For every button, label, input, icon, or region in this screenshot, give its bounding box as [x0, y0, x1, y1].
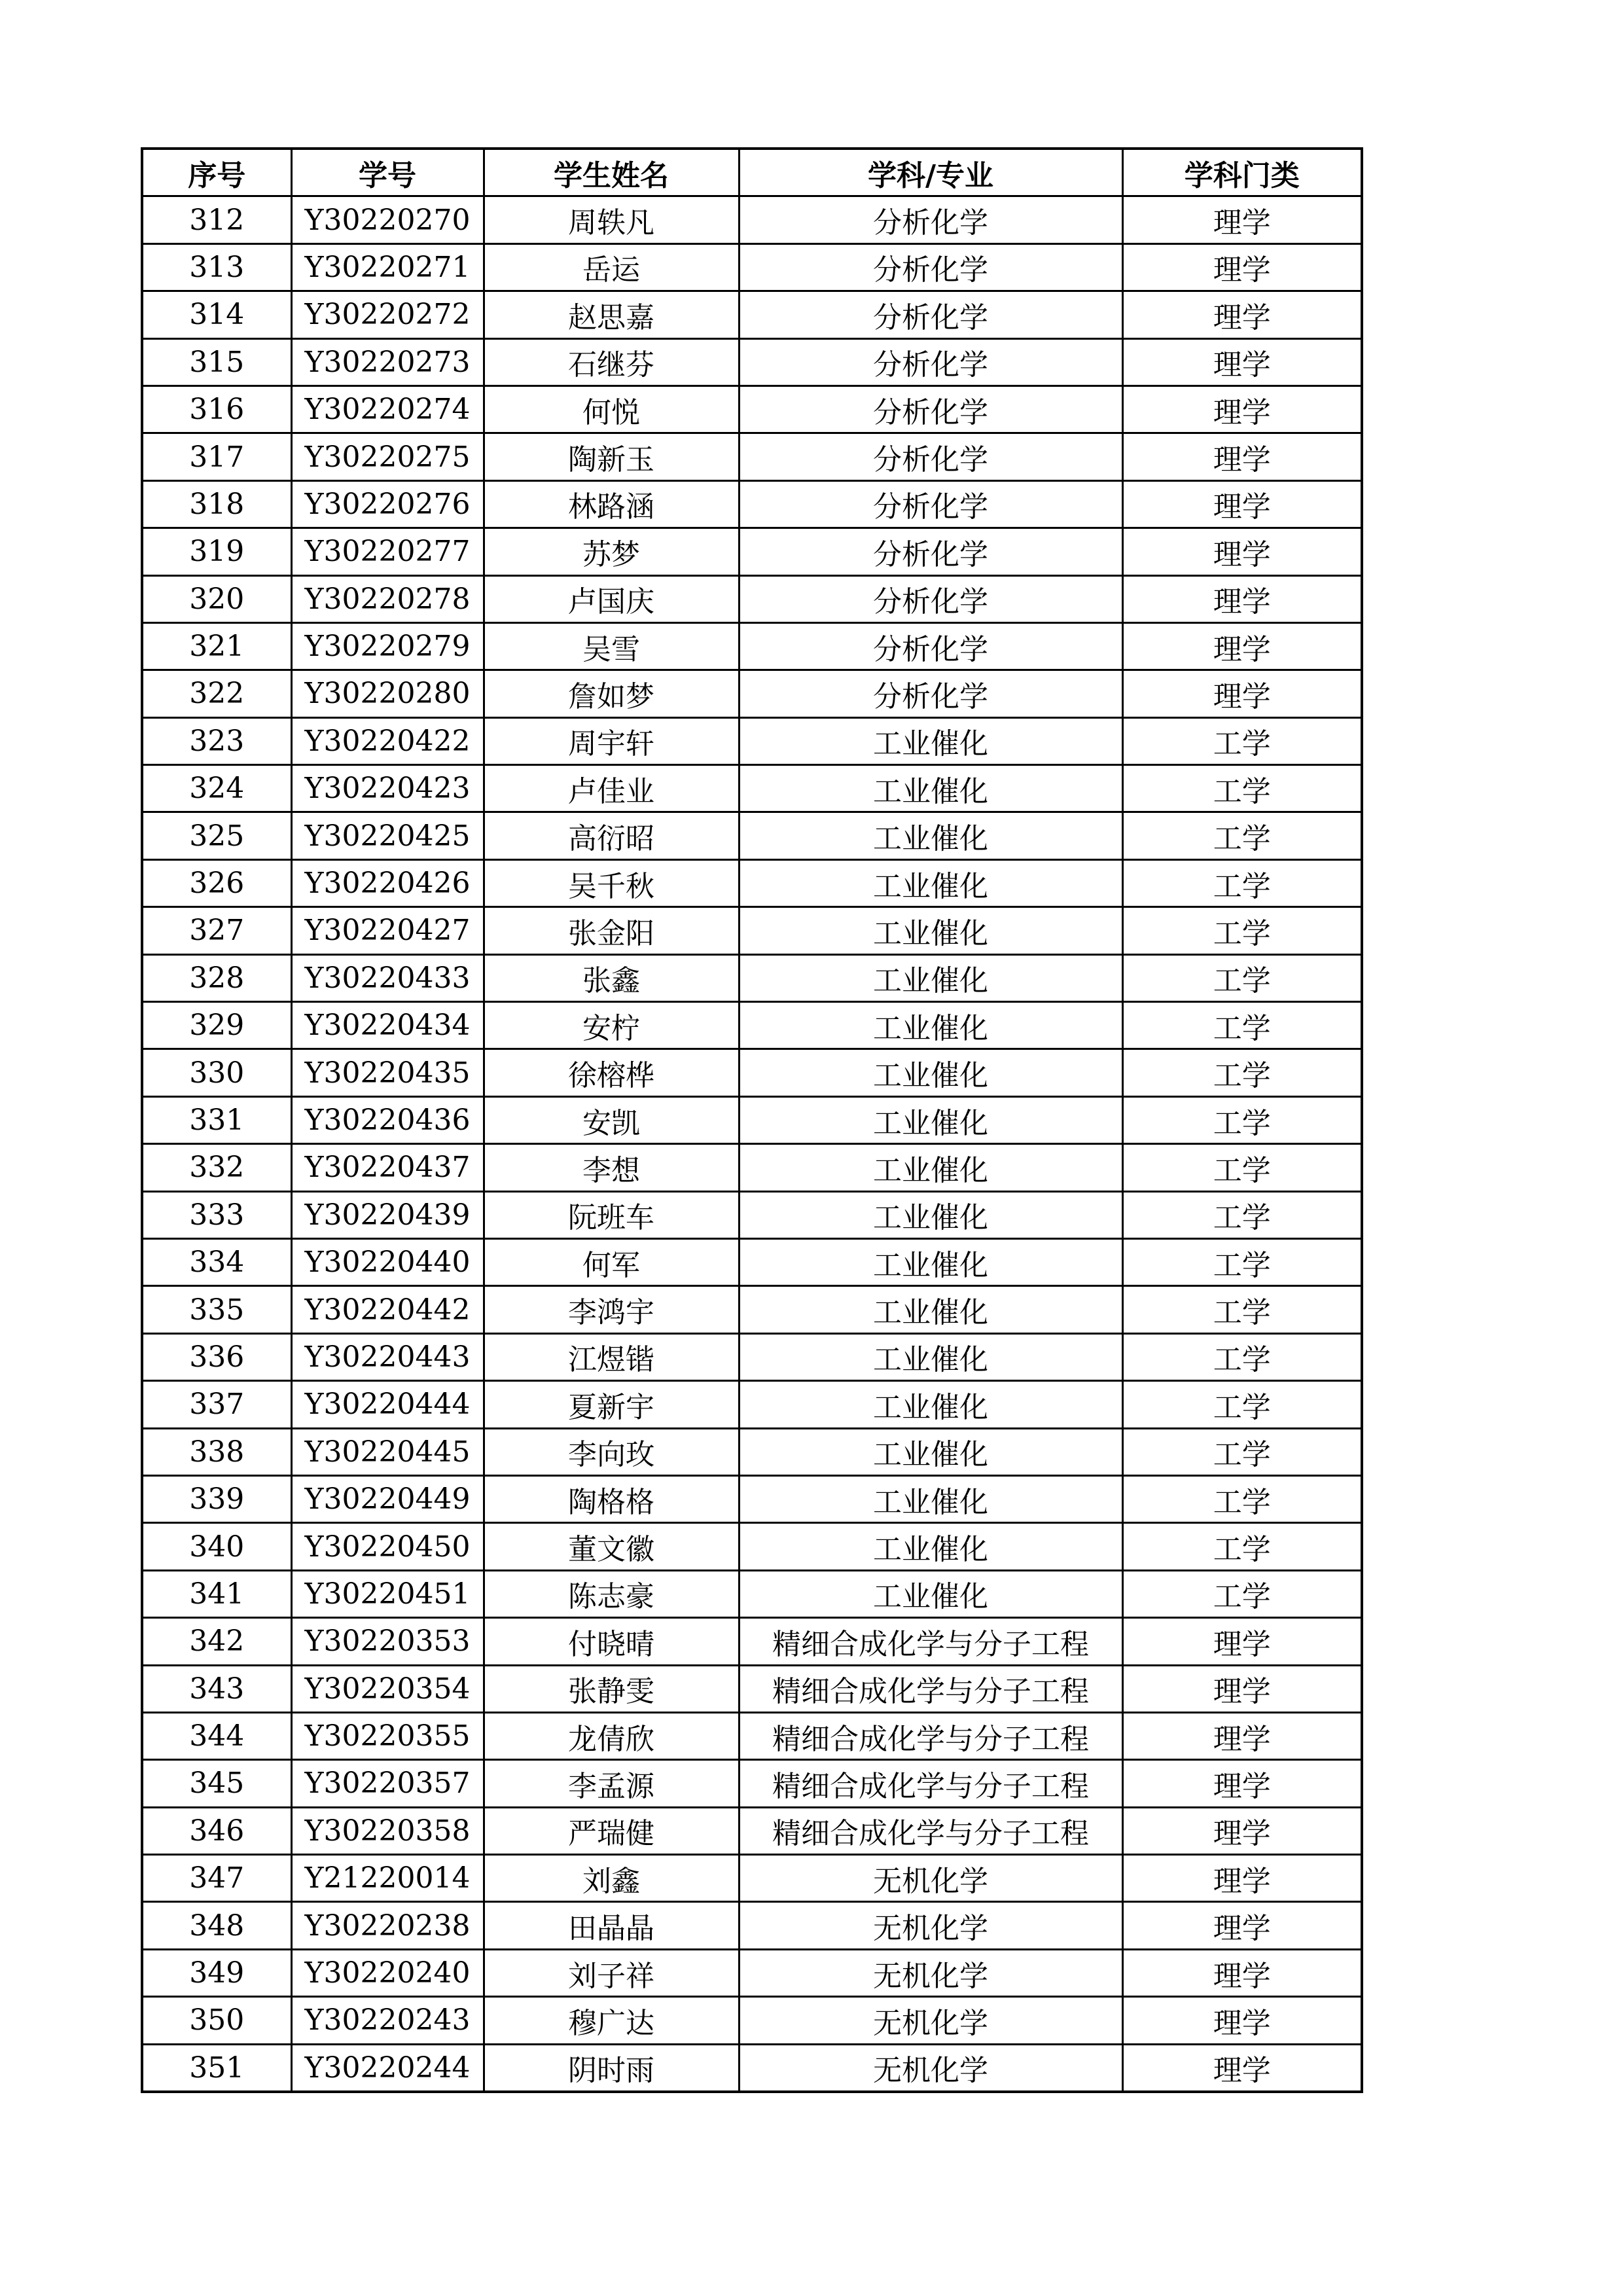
table-row [142, 196, 1362, 243]
cell-student-name: 陈志豪 [484, 1570, 739, 1617]
cell-student-name: 林路涵 [484, 480, 739, 528]
cell-student-id: Y30220358 [291, 1807, 484, 1854]
cell-major: 分析化学 [739, 386, 1122, 433]
cell-major: 工业催化 [739, 1002, 1122, 1049]
cell-student-name: 江煜锴 [484, 1333, 739, 1380]
cell-student-id: Y30220443 [291, 1333, 484, 1380]
cell-index: 341 [142, 1570, 291, 1617]
cell-index: 324 [142, 765, 291, 812]
cell-major: 无机化学 [739, 1997, 1122, 2044]
cell-major: 分析化学 [739, 196, 1122, 243]
cell-student-name: 周轶凡 [484, 196, 739, 243]
table-row [142, 1381, 1362, 1428]
cell-student-id: Y30220355 [291, 1712, 484, 1759]
column-header-discipline-category: 学科门类 [1122, 149, 1362, 196]
cell-student-name: 詹如梦 [484, 670, 739, 717]
cell-student-id: Y30220276 [291, 480, 484, 528]
cell-major: 无机化学 [739, 1855, 1122, 1902]
cell-student-id: Y30220280 [291, 670, 484, 717]
cell-student-id: Y30220274 [291, 386, 484, 433]
cell-discipline-category: 理学 [1122, 1760, 1362, 1807]
cell-student-id: Y30220437 [291, 1144, 484, 1191]
cell-discipline-category: 理学 [1122, 622, 1362, 670]
cell-discipline-category: 工学 [1122, 1523, 1362, 1570]
cell-index: 319 [142, 528, 291, 575]
cell-student-name: 董文徽 [484, 1523, 739, 1570]
cell-student-id: Y30220426 [291, 859, 484, 906]
cell-index: 351 [142, 2044, 291, 2092]
cell-major: 精细合成化学与分子工程 [739, 1712, 1122, 1759]
cell-major: 工业催化 [739, 812, 1122, 859]
cell-discipline-category: 工学 [1122, 717, 1362, 764]
cell-index: 318 [142, 480, 291, 528]
table-row [142, 1712, 1362, 1759]
cell-major: 工业催化 [739, 1475, 1122, 1522]
cell-discipline-category: 理学 [1122, 575, 1362, 622]
cell-student-id: Y30220436 [291, 1096, 484, 1143]
cell-major: 工业催化 [739, 1570, 1122, 1617]
cell-index: 334 [142, 1238, 291, 1285]
cell-student-name: 岳运 [484, 243, 739, 291]
cell-student-id: Y30220277 [291, 528, 484, 575]
table-row [142, 1855, 1362, 1902]
cell-student-name: 赵思嘉 [484, 291, 739, 338]
cell-student-name: 张鑫 [484, 954, 739, 1001]
table-row [142, 622, 1362, 670]
table-row [142, 1570, 1362, 1617]
table-row [142, 386, 1362, 433]
cell-major: 分析化学 [739, 528, 1122, 575]
cell-student-name: 夏新宇 [484, 1381, 739, 1428]
table-row [142, 670, 1362, 717]
cell-major: 工业催化 [739, 1191, 1122, 1238]
cell-index: 328 [142, 954, 291, 1001]
cell-discipline-category: 工学 [1122, 1381, 1362, 1428]
cell-major: 分析化学 [739, 338, 1122, 386]
cell-student-name: 陶格格 [484, 1475, 739, 1522]
cell-student-id: Y30220278 [291, 575, 484, 622]
table-row [142, 907, 1362, 954]
cell-student-name: 李想 [484, 1144, 739, 1191]
cell-discipline-category: 工学 [1122, 1475, 1362, 1522]
cell-discipline-category: 理学 [1122, 1902, 1362, 1949]
cell-student-id: Y30220423 [291, 765, 484, 812]
cell-student-id: Y30220279 [291, 622, 484, 670]
cell-student-id: Y30220272 [291, 291, 484, 338]
cell-discipline-category: 理学 [1122, 386, 1362, 433]
cell-major: 工业催化 [739, 954, 1122, 1001]
table-row [142, 1191, 1362, 1238]
cell-index: 312 [142, 196, 291, 243]
cell-student-name: 苏梦 [484, 528, 739, 575]
cell-student-id: Y30220439 [291, 1191, 484, 1238]
cell-student-name: 李向玫 [484, 1428, 739, 1475]
table-row [142, 1997, 1362, 2044]
cell-index: 333 [142, 1191, 291, 1238]
cell-index: 339 [142, 1475, 291, 1522]
table-row [142, 1049, 1362, 1096]
cell-discipline-category: 工学 [1122, 954, 1362, 1001]
cell-major: 分析化学 [739, 243, 1122, 291]
cell-index: 332 [142, 1144, 291, 1191]
cell-index: 326 [142, 859, 291, 906]
cell-major: 工业催化 [739, 1381, 1122, 1428]
cell-student-name: 高衍昭 [484, 812, 739, 859]
cell-index: 336 [142, 1333, 291, 1380]
cell-student-id: Y30220357 [291, 1760, 484, 1807]
cell-student-name: 何军 [484, 1238, 739, 1285]
table-row [142, 1096, 1362, 1143]
cell-major: 工业催化 [739, 1096, 1122, 1143]
cell-major: 工业催化 [739, 1286, 1122, 1333]
table-row [142, 1807, 1362, 1854]
cell-student-name: 李鸿宇 [484, 1286, 739, 1333]
cell-student-name: 卢国庆 [484, 575, 739, 622]
cell-student-id: Y30220425 [291, 812, 484, 859]
cell-index: 314 [142, 291, 291, 338]
cell-student-name: 付晓晴 [484, 1618, 739, 1665]
cell-index: 330 [142, 1049, 291, 1096]
cell-index: 325 [142, 812, 291, 859]
table-row [142, 480, 1362, 528]
cell-discipline-category: 工学 [1122, 1333, 1362, 1380]
cell-index: 346 [142, 1807, 291, 1854]
cell-index: 321 [142, 622, 291, 670]
cell-student-name: 卢佳业 [484, 765, 739, 812]
cell-index: 345 [142, 1760, 291, 1807]
cell-major: 精细合成化学与分子工程 [739, 1665, 1122, 1712]
cell-discipline-category: 理学 [1122, 480, 1362, 528]
table-row [142, 1523, 1362, 1570]
column-header-student-name: 学生姓名 [484, 149, 739, 196]
table-row [142, 812, 1362, 859]
cell-index: 342 [142, 1618, 291, 1665]
cell-major: 工业催化 [739, 717, 1122, 764]
cell-index: 313 [142, 243, 291, 291]
table-row [142, 1238, 1362, 1285]
cell-discipline-category: 理学 [1122, 528, 1362, 575]
cell-student-id: Y30220451 [291, 1570, 484, 1617]
cell-student-id: Y21220014 [291, 1855, 484, 1902]
table-row [142, 859, 1362, 906]
table-row [142, 717, 1362, 764]
cell-student-name: 徐榕桦 [484, 1049, 739, 1096]
cell-major: 分析化学 [739, 670, 1122, 717]
cell-major: 无机化学 [739, 1902, 1122, 1949]
cell-student-name: 安凯 [484, 1096, 739, 1143]
cell-discipline-category: 理学 [1122, 1665, 1362, 1712]
cell-discipline-category: 理学 [1122, 1949, 1362, 1996]
cell-student-id: Y30220442 [291, 1286, 484, 1333]
table-row [142, 765, 1362, 812]
cell-discipline-category: 工学 [1122, 1191, 1362, 1238]
cell-student-name: 严瑞健 [484, 1807, 739, 1854]
cell-student-name: 吴千秋 [484, 859, 739, 906]
cell-student-id: Y30220271 [291, 243, 484, 291]
cell-discipline-category: 理学 [1122, 1618, 1362, 1665]
cell-student-id: Y30220422 [291, 717, 484, 764]
cell-student-name: 石继芬 [484, 338, 739, 386]
table-row [142, 1286, 1362, 1333]
cell-student-id: Y30220275 [291, 433, 484, 480]
cell-student-id: Y30220440 [291, 1238, 484, 1285]
cell-student-id: Y30220243 [291, 1997, 484, 2044]
cell-discipline-category: 工学 [1122, 1096, 1362, 1143]
cell-student-name: 龙倩欣 [484, 1712, 739, 1759]
cell-student-id: Y30220450 [291, 1523, 484, 1570]
cell-index: 335 [142, 1286, 291, 1333]
cell-major: 工业催化 [739, 1428, 1122, 1475]
cell-discipline-category: 理学 [1122, 1807, 1362, 1854]
cell-student-name: 阴时雨 [484, 2044, 739, 2092]
cell-major: 工业催化 [739, 1144, 1122, 1191]
cell-student-id: Y30220445 [291, 1428, 484, 1475]
cell-discipline-category: 工学 [1122, 765, 1362, 812]
table-row [142, 1144, 1362, 1191]
cell-student-name: 何悦 [484, 386, 739, 433]
cell-student-name: 李孟源 [484, 1760, 739, 1807]
table-row [142, 954, 1362, 1001]
cell-index: 337 [142, 1381, 291, 1428]
cell-student-name: 穆广达 [484, 1997, 739, 2044]
cell-major: 分析化学 [739, 622, 1122, 670]
cell-major: 精细合成化学与分子工程 [739, 1760, 1122, 1807]
cell-student-id: Y30220444 [291, 1381, 484, 1428]
cell-major: 工业催化 [739, 1523, 1122, 1570]
cell-major: 分析化学 [739, 433, 1122, 480]
cell-student-name: 刘子祥 [484, 1949, 739, 1996]
column-header-student-id: 学号 [291, 149, 484, 196]
table-row [142, 291, 1362, 338]
cell-student-id: Y30220353 [291, 1618, 484, 1665]
cell-major: 工业催化 [739, 859, 1122, 906]
cell-major: 无机化学 [739, 1949, 1122, 1996]
cell-discipline-category: 工学 [1122, 812, 1362, 859]
table-row [142, 1002, 1362, 1049]
cell-index: 343 [142, 1665, 291, 1712]
cell-index: 323 [142, 717, 291, 764]
cell-major: 工业催化 [739, 907, 1122, 954]
cell-student-name: 刘鑫 [484, 1855, 739, 1902]
cell-major: 精细合成化学与分子工程 [739, 1807, 1122, 1854]
cell-major: 工业催化 [739, 1238, 1122, 1285]
cell-discipline-category: 理学 [1122, 1855, 1362, 1902]
cell-student-name: 周宇轩 [484, 717, 739, 764]
cell-student-name: 安柠 [484, 1002, 739, 1049]
cell-index: 344 [142, 1712, 291, 1759]
cell-discipline-category: 理学 [1122, 1997, 1362, 2044]
cell-index: 338 [142, 1428, 291, 1475]
table-row [142, 1428, 1362, 1475]
table-row [142, 1949, 1362, 1996]
cell-index: 322 [142, 670, 291, 717]
cell-student-id: Y30220433 [291, 954, 484, 1001]
column-header-major: 学科/专业 [739, 149, 1122, 196]
table-body [142, 196, 1362, 2092]
table-row [142, 1333, 1362, 1380]
cell-student-id: Y30220449 [291, 1475, 484, 1522]
cell-discipline-category: 工学 [1122, 1570, 1362, 1617]
cell-index: 316 [142, 386, 291, 433]
table-header [142, 149, 1362, 196]
cell-index: 348 [142, 1902, 291, 1949]
cell-student-id: Y30220270 [291, 196, 484, 243]
cell-discipline-category: 理学 [1122, 433, 1362, 480]
cell-discipline-category: 工学 [1122, 1238, 1362, 1285]
cell-discipline-category: 工学 [1122, 1286, 1362, 1333]
cell-index: 320 [142, 575, 291, 622]
cell-discipline-category: 理学 [1122, 291, 1362, 338]
table-row [142, 243, 1362, 291]
table-row [142, 1760, 1362, 1807]
cell-student-id: Y30220238 [291, 1902, 484, 1949]
cell-major: 分析化学 [739, 480, 1122, 528]
cell-major: 精细合成化学与分子工程 [739, 1618, 1122, 1665]
cell-discipline-category: 理学 [1122, 1712, 1362, 1759]
table-row [142, 528, 1362, 575]
table-row [142, 338, 1362, 386]
cell-major: 分析化学 [739, 575, 1122, 622]
cell-major: 工业催化 [739, 1333, 1122, 1380]
cell-student-name: 张金阳 [484, 907, 739, 954]
cell-index: 315 [142, 338, 291, 386]
cell-discipline-category: 工学 [1122, 1144, 1362, 1191]
cell-index: 347 [142, 1855, 291, 1902]
student-roster-table [141, 147, 1363, 2093]
cell-discipline-category: 工学 [1122, 1002, 1362, 1049]
cell-student-id: Y30220240 [291, 1949, 484, 1996]
table-row [142, 1665, 1362, 1712]
cell-discipline-category: 工学 [1122, 859, 1362, 906]
column-header-index: 序号 [142, 149, 291, 196]
cell-index: 350 [142, 1997, 291, 2044]
cell-discipline-category: 工学 [1122, 907, 1362, 954]
cell-index: 349 [142, 1949, 291, 1996]
cell-discipline-category: 理学 [1122, 196, 1362, 243]
cell-major: 工业催化 [739, 1049, 1122, 1096]
table-row [142, 1475, 1362, 1522]
table-row [142, 2044, 1362, 2092]
cell-student-id: Y30220244 [291, 2044, 484, 2092]
cell-index: 331 [142, 1096, 291, 1143]
cell-student-name: 吴雪 [484, 622, 739, 670]
cell-student-name: 陶新玉 [484, 433, 739, 480]
cell-student-id: Y30220434 [291, 1002, 484, 1049]
table-row [142, 433, 1362, 480]
cell-index: 327 [142, 907, 291, 954]
cell-discipline-category: 理学 [1122, 338, 1362, 386]
cell-student-id: Y30220273 [291, 338, 484, 386]
cell-student-name: 阮班车 [484, 1191, 739, 1238]
cell-student-name: 田晶晶 [484, 1902, 739, 1949]
table-row [142, 1902, 1362, 1949]
cell-student-name: 张静雯 [484, 1665, 739, 1712]
table-row [142, 1618, 1362, 1665]
header-row [142, 149, 1362, 196]
cell-discipline-category: 理学 [1122, 670, 1362, 717]
cell-student-id: Y30220427 [291, 907, 484, 954]
cell-student-id: Y30220435 [291, 1049, 484, 1096]
cell-discipline-category: 工学 [1122, 1049, 1362, 1096]
cell-major: 分析化学 [739, 291, 1122, 338]
cell-index: 317 [142, 433, 291, 480]
cell-index: 340 [142, 1523, 291, 1570]
cell-discipline-category: 理学 [1122, 243, 1362, 291]
cell-discipline-category: 理学 [1122, 2044, 1362, 2092]
cell-major: 无机化学 [739, 2044, 1122, 2092]
cell-index: 329 [142, 1002, 291, 1049]
cell-major: 工业催化 [739, 765, 1122, 812]
cell-discipline-category: 工学 [1122, 1428, 1362, 1475]
cell-student-id: Y30220354 [291, 1665, 484, 1712]
table-row [142, 575, 1362, 622]
